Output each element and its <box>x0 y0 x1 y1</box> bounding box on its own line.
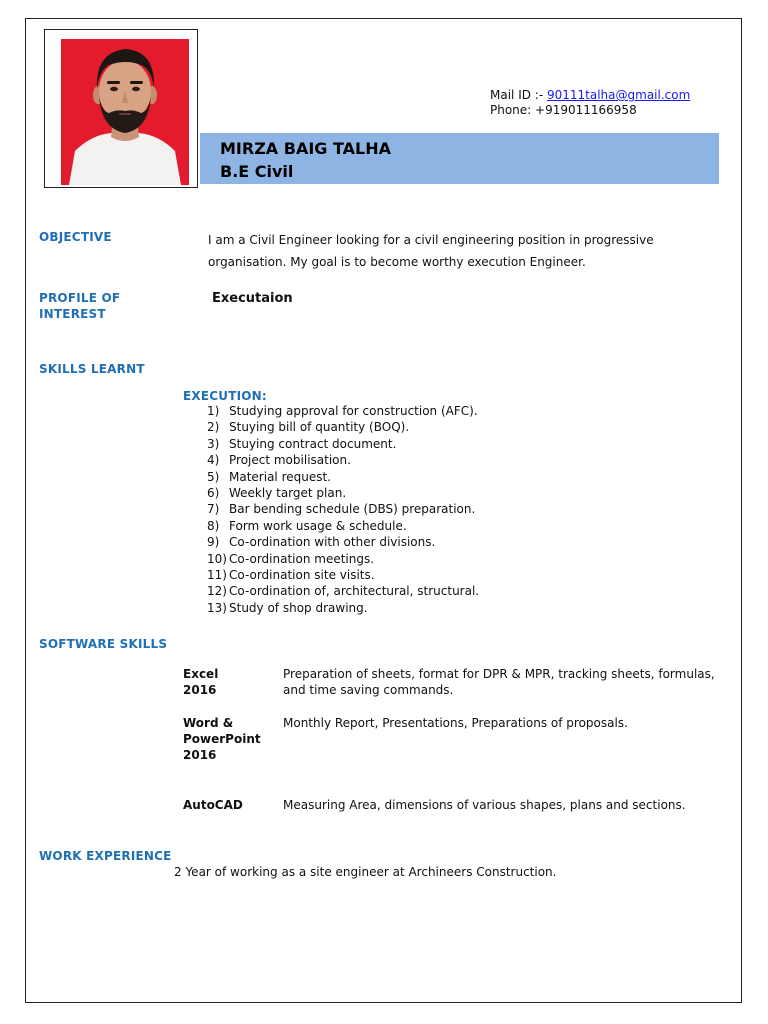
objective-line-2: organisation. My goal is to become worthy execution Engineer. <box>208 255 586 269</box>
skill-item <box>207 403 479 419</box>
portrait-image <box>61 39 189 185</box>
objective-label: OBJECTIVE <box>39 230 112 244</box>
profile-label-line-2: INTEREST <box>39 307 106 321</box>
skill-number: 1) <box>207 404 220 418</box>
excel-name-line-1: Excel <box>183 667 219 681</box>
profile-photo <box>61 39 189 185</box>
mail-label: Mail ID :- <box>490 88 547 102</box>
autocad-name: AutoCAD <box>183 798 243 812</box>
skill-number: 3) <box>207 436 220 451</box>
skill-text: Stuying bill of quantity (BOQ). <box>229 420 410 435</box>
skill-number: 13) <box>207 600 227 615</box>
skill-text: Co-ordination of, architectural, structural. <box>229 584 480 599</box>
email-link[interactable]: 90111talha@gmail.com <box>546 88 691 102</box>
excel-name-line-2: 2016 <box>183 683 217 697</box>
skill-item <box>207 551 479 567</box>
skill-text: Weekly target plan. <box>229 486 347 501</box>
skill-number: 5) <box>207 469 220 484</box>
skill-item <box>207 567 479 583</box>
skill-number: 12) <box>207 584 227 599</box>
contact-block <box>490 88 690 118</box>
skill-text: Stuying contract document. <box>229 436 397 451</box>
word-name <box>183 715 261 763</box>
mail-line <box>490 88 690 103</box>
profile-value: Executaion <box>212 291 293 306</box>
skill-item <box>207 600 479 616</box>
word-name-line-2: PowerPoint <box>183 732 261 746</box>
word-description: Monthly Report, Presentations, Preparations of proposals. <box>283 716 628 730</box>
skill-item <box>207 534 479 550</box>
phone-line: Phone: +919011166958 <box>490 103 637 117</box>
autocad-description: Measuring Area, dimensions of various shapes, plans and sections. <box>283 798 686 812</box>
skill-text: Material request. <box>229 469 331 484</box>
skill-text: Study of shop drawing. <box>229 600 368 615</box>
skill-item <box>207 469 479 485</box>
word-name-line-3: 2016 <box>183 748 217 762</box>
candidate-name: MIRZA BAIG TALHA <box>220 139 392 158</box>
skill-text: Co-ordination with other divisions. <box>229 535 436 550</box>
excel-desc-line-2: and time saving commands. <box>283 683 454 697</box>
skill-number: 4) <box>207 453 220 468</box>
skills-label: SKILLS LEARNT <box>39 362 145 376</box>
skill-item <box>207 436 479 452</box>
candidate-degree: B.E Civil <box>220 162 294 181</box>
skill-item <box>207 518 479 534</box>
skill-text: Co-ordination meetings. <box>229 551 375 566</box>
skill-number: 11) <box>207 568 227 583</box>
skill-text: Project mobilisation. <box>229 453 351 468</box>
skill-number: 2) <box>207 420 220 435</box>
software-label: SOFTWARE SKILLS <box>39 637 168 651</box>
skill-text: Bar bending schedule (DBS) preparation. <box>229 502 476 517</box>
word-name-line-1: Word & <box>183 716 234 730</box>
skill-text: Co-ordination site visits. <box>229 568 375 583</box>
skill-number: 8) <box>207 518 220 533</box>
skill-item <box>207 485 479 501</box>
profile-label <box>39 290 120 322</box>
skill-item <box>207 501 479 517</box>
excel-name <box>183 666 218 698</box>
skill-item <box>207 583 479 599</box>
excel-description <box>283 666 723 698</box>
skill-item <box>207 419 479 435</box>
objective-text <box>208 229 654 273</box>
skill-item <box>207 452 479 468</box>
skills-list <box>207 403 479 616</box>
skill-number: 9) <box>207 535 220 550</box>
skill-number: 6) <box>207 486 220 501</box>
work-label: WORK EXPERIENCE <box>39 849 172 863</box>
excel-desc-line-1: Preparation of sheets, format for DPR & MPR, tracking sheets, formulas, <box>283 667 715 681</box>
execution-heading: EXECUTION: <box>183 389 267 403</box>
skill-text: Studying approval for construction (AFC). <box>229 404 478 418</box>
profile-label-line-1: PROFILE OF <box>39 291 121 305</box>
profile-photo-frame <box>44 29 198 188</box>
skill-text: Form work usage & schedule. <box>229 518 407 533</box>
skill-number: 7) <box>207 502 220 517</box>
objective-line-1: I am a Civil Engineer looking for a civil engineering position in progressive <box>208 233 654 247</box>
skill-number: 10) <box>207 551 227 566</box>
work-text: 2 Year of working as a site engineer at Archineers Construction. <box>174 865 557 879</box>
